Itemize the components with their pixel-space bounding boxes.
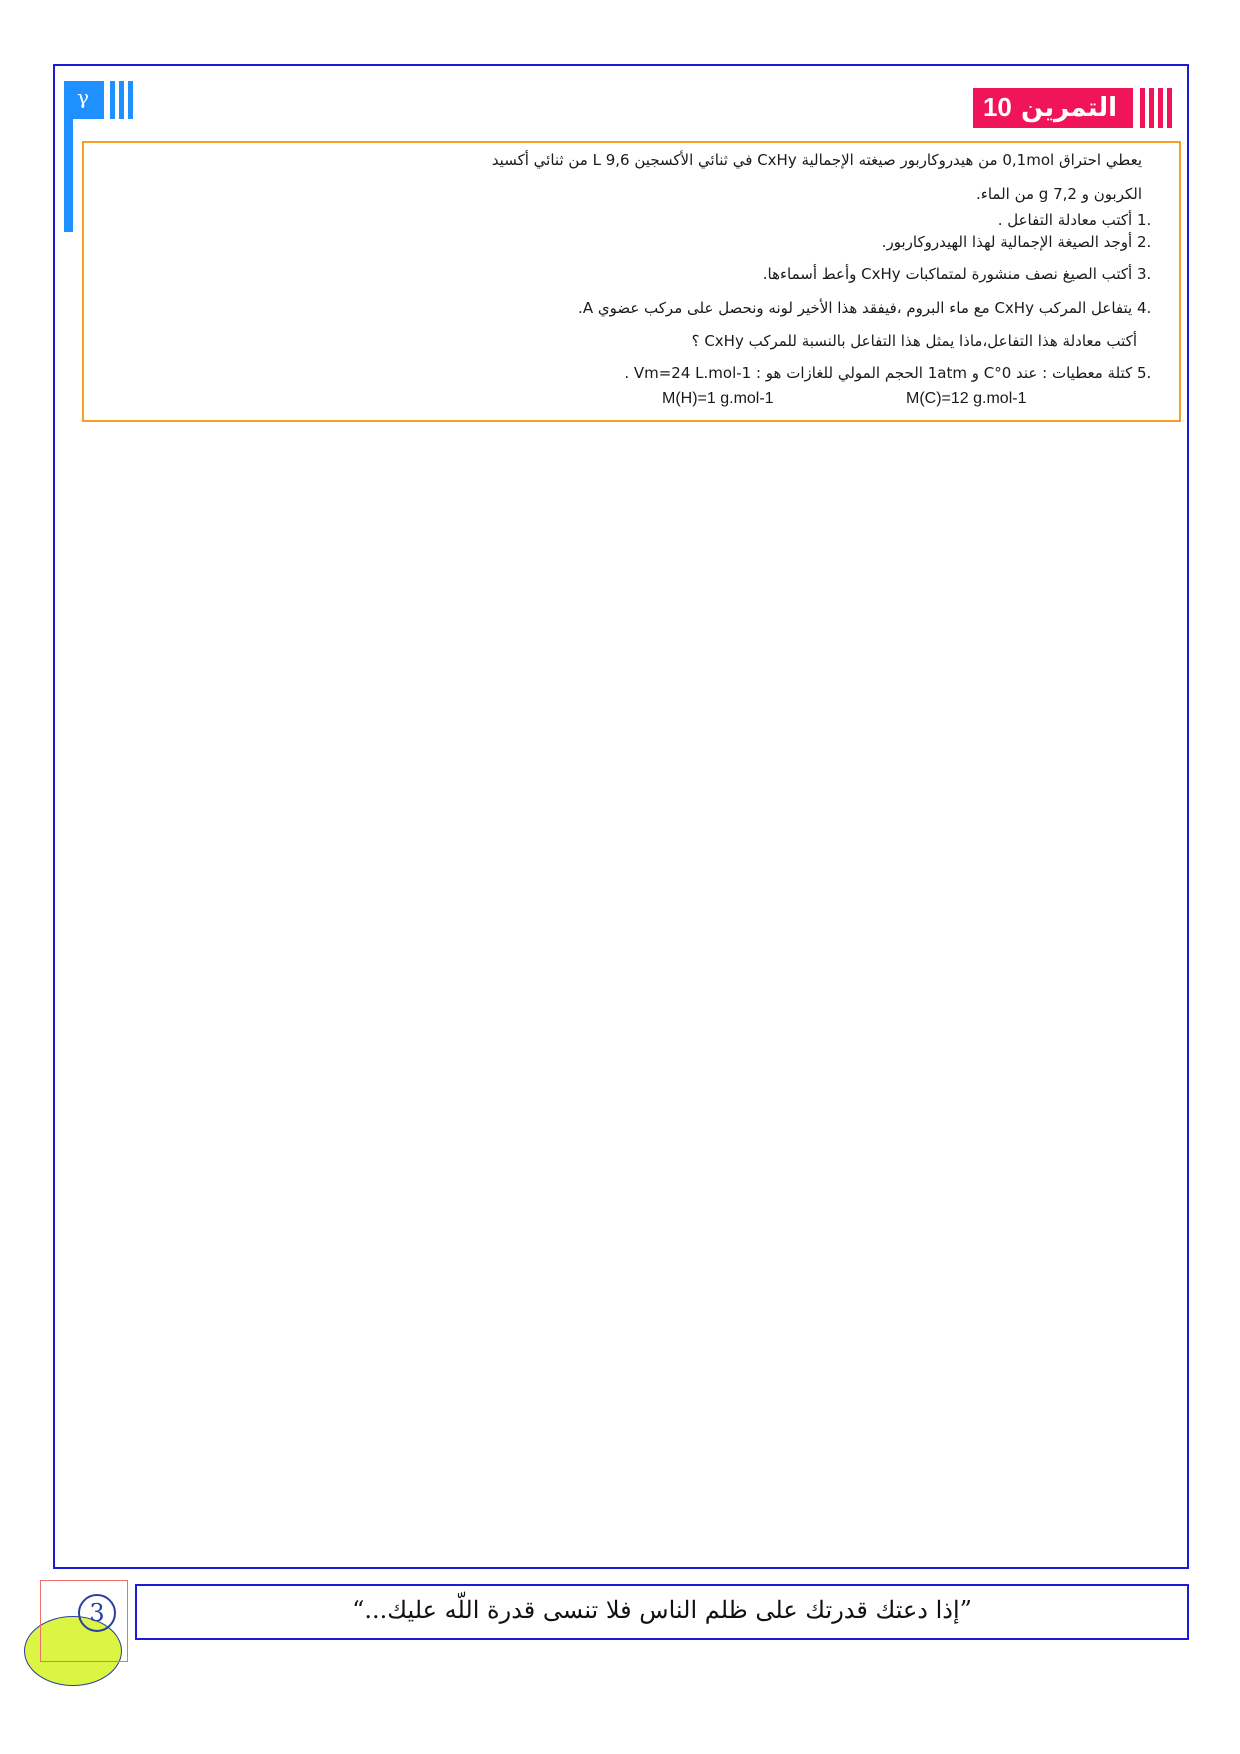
footer-quote: ”إذا دعتك قدرتك على ظلم الناس فلا تنسى قدرة اللّه عليك...“ <box>352 1596 972 1624</box>
corner-tab <box>64 81 104 119</box>
question-number: 4. <box>1137 299 1152 317</box>
question-text: يتفاعل المركب CxHy مع ماء البروم ،فيفقد هذا الأخير لونه ونحصل على مركب عضوي A. <box>578 299 1133 317</box>
intro-line-2: الكربون و 7,2 g من الماء. <box>976 185 1142 203</box>
question-text: أكتب الصيغ نصف منشورة لمتماكبات CxHy وأعط أسماءها. <box>762 265 1133 283</box>
title-bar <box>1149 88 1154 128</box>
exercise-title <box>973 88 1133 128</box>
question-number: 3. <box>1137 265 1152 283</box>
title-bar <box>1140 88 1145 128</box>
question-2 <box>882 232 1167 252</box>
question-text: أوجد الصيغة الإجمالية لهذا الهيدروكاربور. <box>881 233 1133 251</box>
question-number: 2. <box>1137 233 1152 251</box>
gamma-symbol: γ <box>77 85 89 109</box>
exercise-content-box <box>82 141 1181 422</box>
intro-line-1: يعطي احتراق 0,1mol من هيدروكاربور صيغته الإجمالية CxHy في ثنائي الأكسجين 9,6 L من ثنائي أكسيد <box>491 151 1142 169</box>
corner-bar <box>119 81 124 119</box>
question-1 <box>998 210 1167 230</box>
exercise-number: 10 <box>982 92 1012 122</box>
question-3 <box>763 264 1167 284</box>
question-text: أكتب معادلة التفاعل . <box>997 211 1133 229</box>
corner-bar <box>110 81 115 119</box>
title-bar <box>1158 88 1163 128</box>
question-4-continued: أكتب معادلة هذا التفاعل،ماذا يمثل هذا التفاعل بالنسبة للمركب CxHy ؟ <box>691 332 1137 350</box>
question-number: 1. <box>1137 211 1152 229</box>
question-4 <box>578 298 1167 318</box>
left-accent-strip <box>64 119 73 232</box>
page-number: 3 <box>78 1594 116 1632</box>
corner-bar <box>128 81 133 119</box>
question-text: كتلة معطيات : عند 0°C و 1atm الحجم المولي للغازات هو : Vm=24 L.mol-1 . <box>624 364 1133 382</box>
exercise-label: التمرين <box>1020 93 1117 123</box>
question-number: 5. <box>1137 364 1152 382</box>
molar-mass-c: M(C)=12 g.mol-1 <box>906 390 1027 407</box>
footer-quote-box <box>135 1584 1189 1640</box>
title-bar <box>1167 88 1172 128</box>
molar-mass-h: M(H)=1 g.mol-1 <box>662 390 774 407</box>
question-5 <box>624 363 1167 383</box>
